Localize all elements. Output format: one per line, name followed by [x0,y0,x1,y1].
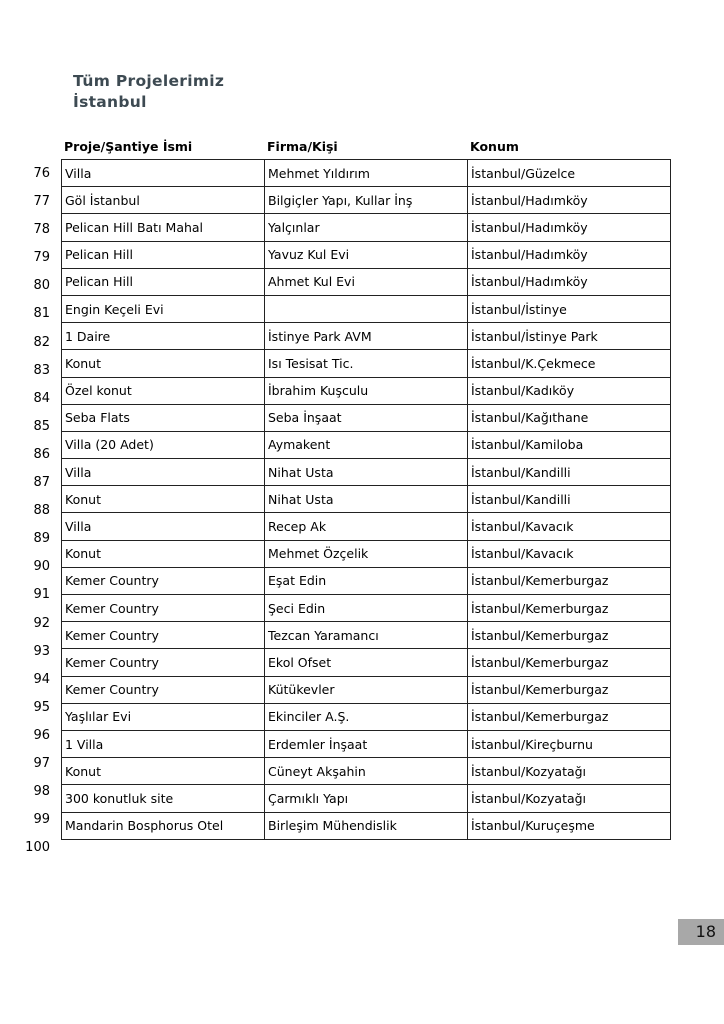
company-cell: Ahmet Kul Evi [265,268,468,295]
column-header-project: Proje/Şantiye İsmi [64,139,193,154]
company-cell: Ekinciler A.Ş. [265,703,468,730]
row-number: 81 [33,306,50,322]
project-cell: Kemer Country [62,676,265,703]
company-cell: Yavuz Kul Evi [265,241,468,268]
row-number: 80 [33,278,50,294]
table-row [62,785,671,812]
table-row [62,676,671,703]
table-row [62,459,671,486]
row-number: 91 [33,587,50,603]
projects-table [61,159,671,840]
location-cell: İstanbul/Kandilli [468,486,671,513]
project-cell: 300 konutluk site [62,785,265,812]
location-cell: İstanbul/İstinye Park [468,323,671,350]
row-number: 95 [33,699,50,715]
table-row [62,812,671,839]
title-line-2: İstanbul [73,93,147,111]
project-cell: Pelican Hill Batı Mahal [62,214,265,241]
location-cell: İstanbul/Kandilli [468,459,671,486]
company-cell: Bilgiçler Yapı, Kullar İnş [265,187,468,214]
company-cell: Aymakent [265,431,468,458]
location-cell: İstanbul/Kavacık [468,540,671,567]
company-cell: Ekol Ofset [265,649,468,676]
project-cell: Konut [62,758,265,785]
row-number: 97 [33,755,50,771]
company-cell: Kütükevler [265,676,468,703]
company-cell: İstinye Park AVM [265,323,468,350]
location-cell: İstanbul/Kemerburgaz [468,595,671,622]
project-cell: Kemer Country [62,567,265,594]
company-cell: Eşat Edin [265,567,468,594]
project-cell: Kemer Country [62,622,265,649]
project-cell: Özel konut [62,377,265,404]
project-cell: Pelican Hill [62,241,265,268]
company-cell: Erdemler İnşaat [265,730,468,757]
table-row [62,649,671,676]
location-cell: İstanbul/Kamiloba [468,431,671,458]
table-row [62,513,671,540]
row-number: 88 [33,503,50,519]
company-cell: Çarmıklı Yapı [265,785,468,812]
location-cell: İstanbul/Kemerburgaz [468,622,671,649]
location-cell: İstanbul/Kemerburgaz [468,649,671,676]
row-number: 99 [33,812,50,828]
company-cell: Cüneyt Akşahin [265,758,468,785]
column-header-location: Konum [470,139,519,154]
company-cell: Nihat Usta [265,459,468,486]
title-line-1: Tüm Projelerimiz [73,72,225,90]
company-cell: İbrahim Kuşculu [265,377,468,404]
location-cell: İstanbul/Kemerburgaz [468,676,671,703]
table-row [62,431,671,458]
table-row [62,295,671,322]
company-cell: Nihat Usta [265,486,468,513]
table-row [62,241,671,268]
table-row [62,567,671,594]
location-cell: İstanbul/Kemerburgaz [468,703,671,730]
page-title [73,71,224,113]
row-number: 84 [33,390,50,406]
row-number: 78 [33,222,50,238]
company-cell: Seba İnşaat [265,404,468,431]
location-cell: İstanbul/Güzelce [468,160,671,187]
location-cell: İstanbul/Kavacık [468,513,671,540]
company-cell: Yalçınlar [265,214,468,241]
project-cell: Yaşlılar Evi [62,703,265,730]
location-cell: İstanbul/Hadımköy [468,268,671,295]
row-number: 77 [33,194,50,210]
row-number: 86 [33,446,50,462]
project-cell: Konut [62,486,265,513]
location-cell: İstanbul/Kadıköy [468,377,671,404]
table-row [62,323,671,350]
project-cell: Engin Keçeli Evi [62,295,265,322]
location-cell: İstanbul/K.Çekmece [468,350,671,377]
project-cell: Mandarin Bosphorus Otel [62,812,265,839]
location-cell: İstanbul/Kireçburnu [468,730,671,757]
project-cell: 1 Villa [62,730,265,757]
table-row [62,758,671,785]
company-cell: Şeci Edin [265,595,468,622]
table-row [62,187,671,214]
project-cell: Konut [62,350,265,377]
row-number: 76 [33,166,50,181]
row-number: 83 [33,362,50,378]
table-row [62,160,671,187]
location-cell: İstanbul/Kağıthane [468,404,671,431]
row-number: 98 [33,784,50,800]
row-number: 79 [33,250,50,266]
company-cell: Mehmet Yıldırım [265,160,468,187]
project-cell: 1 Daire [62,323,265,350]
row-number: 93 [33,643,50,659]
project-cell: Göl İstanbul [62,187,265,214]
table-row [62,595,671,622]
location-cell: İstanbul/Hadımköy [468,241,671,268]
table-row [62,377,671,404]
location-cell: İstanbul/Kozyatağı [468,785,671,812]
company-cell [265,295,468,322]
project-cell: Villa [62,160,265,187]
location-cell: İstanbul/Hadımköy [468,187,671,214]
location-cell: İstanbul/İstinye [468,295,671,322]
table-row [62,622,671,649]
row-number: 82 [33,334,50,350]
table-row [62,214,671,241]
project-cell: Villa (20 Adet) [62,431,265,458]
location-cell: İstanbul/Kemerburgaz [468,567,671,594]
project-cell: Villa [62,459,265,486]
project-cell: Pelican Hill [62,268,265,295]
company-cell: Recep Ak [265,513,468,540]
row-number: 85 [33,418,50,434]
table-row [62,404,671,431]
project-cell: Konut [62,540,265,567]
table-row [62,350,671,377]
company-cell: Isı Tesisat Tic. [265,350,468,377]
table-row [62,703,671,730]
page-number: 18 [695,922,716,941]
location-cell: İstanbul/Kozyatağı [468,758,671,785]
company-cell: Mehmet Özçelik [265,540,468,567]
company-cell: Tezcan Yaramancı [265,622,468,649]
table-row [62,486,671,513]
row-number: 96 [33,727,50,743]
location-cell: İstanbul/Kuruçeşme [468,812,671,839]
row-number: 87 [33,475,50,491]
row-number: 90 [33,559,50,575]
page-number-box [678,919,724,945]
column-header-company: Firma/Kişi [267,139,338,154]
table-row [62,540,671,567]
company-cell: Birleşim Mühendislik [265,812,468,839]
location-cell: İstanbul/Hadımköy [468,214,671,241]
row-numbers [14,159,50,861]
table-row [62,268,671,295]
project-cell: Seba Flats [62,404,265,431]
project-cell: Kemer Country [62,595,265,622]
row-number: 94 [33,671,50,687]
row-number: 89 [33,531,50,547]
project-cell: Villa [62,513,265,540]
row-number: 92 [33,615,50,631]
project-cell: Kemer Country [62,649,265,676]
row-number: 100 [25,840,50,856]
table-row [62,730,671,757]
